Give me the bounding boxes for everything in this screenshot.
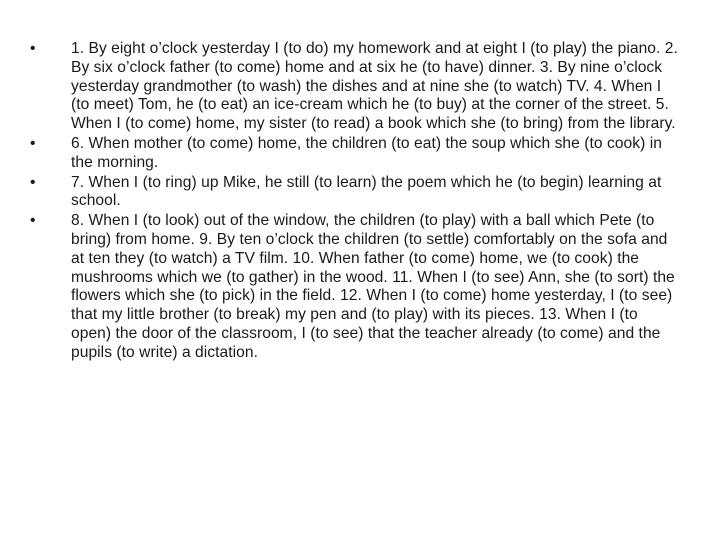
bullet-icon: •	[30, 134, 36, 152]
bullet-item-2	[30, 135, 680, 173]
bullet-text-1: 1. By eight o’clock yesterday I (to do) my homework and at eight I (to play) the piano. 2. By six o’clock father (to come) home and at six he (to have) dinner. 3. By nine o’clock yesterday grandmother (to wash) the dishes and at nine she (to watch) TV. 4. When I (to meet) Tom, he (to eat) an ice-cream which he (to buy) at the corner of the street. 5. When I (to come) home, my sister (to read) a book which she (to bring) from the library.	[71, 40, 678, 133]
bullet-icon: •	[30, 212, 36, 230]
bullet-text-4: 8. When I (to look) out of the window, the children (to play) with a ball which Pete (to bring) from home. 9. By ten o’clock the children (to settle) comfortably on the sofa and at ten they (to watch) a TV film. 10. When father (to come) home, we (to cook) the mushrooms which we (to gather) in the wood. 11. When I (to see) Ann, she (to sort) the flowers which she (to pick) in the field. 12. When I (to come) home yesterday, I (to see) that my little brother (to break) my pen and (to play) with its pieces. 13. When I (to open) the door of the classroom, I (to see) that the teacher already (to come) and the pupils (to write) a dictation.	[71, 212, 675, 361]
exercise-bullet-list	[30, 40, 680, 364]
bullet-icon: •	[30, 40, 36, 57]
bullet-item-4	[30, 212, 680, 362]
bullet-item-1	[30, 40, 680, 134]
bullet-text-2: 6. When mother (to come) home, the children (to eat) the soup which she (to cook) in the morning.	[71, 134, 662, 171]
bullet-text-3: 7. When I (to ring) up Mike, he still (to learn) the poem which he (to begin) learning at school.	[71, 173, 662, 210]
bullet-icon: •	[30, 173, 36, 191]
bullet-item-3	[30, 174, 680, 212]
